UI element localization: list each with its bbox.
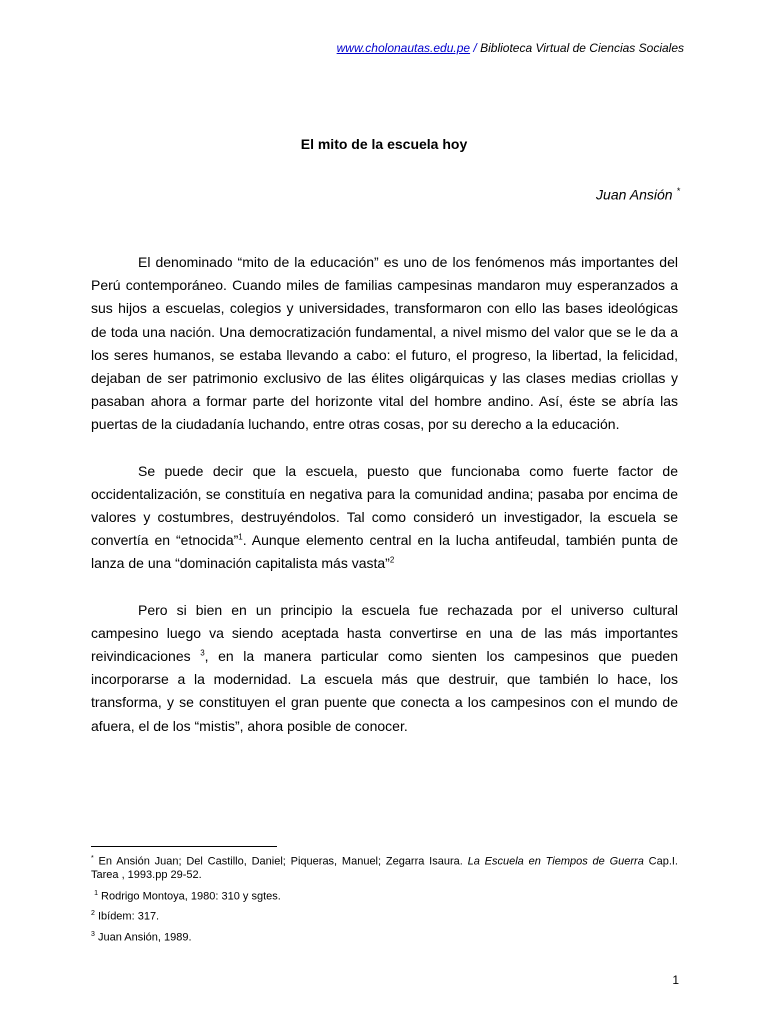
footnote bbox=[91, 852, 678, 882]
header-separator: / bbox=[473, 41, 477, 55]
footnote-separator bbox=[91, 846, 277, 847]
site-link[interactable]: www.cholonautas.edu.pe bbox=[336, 41, 471, 55]
footnote-text: Ibídem: 317. bbox=[94, 910, 160, 923]
document-title: El mito de la escuela hoy bbox=[300, 136, 468, 152]
body-text bbox=[91, 251, 678, 761]
paragraph-text: El denominado “mito de la educación” es uno de los fenómenos más importantes del Perú contemporáneo. Cuando miles de familias campesinas mandaron muy esperanzados a sus hijos a escuelas, colegios y universidades, transformaron con ello las bases ideológicas de toda una nación. Una democratización fundamental, a nivel mismo del valor que se le da a los seres humanos, se estaba llevando a cabo: el futuro, el progreso, la libertad, la felicidad, dejaban de ser patrimonio exclusivo de las élites oligárquicas y las clases medias criollas y pasaban ahora a formar parte del horizonte vital del hombre andino. Así, éste se abría las puertas de la ciudadanía luchando, entre otras cosas, por su derecho a la educación. bbox=[91, 254, 678, 433]
author-footnote-mark: * bbox=[676, 186, 680, 196]
paragraph bbox=[91, 599, 678, 738]
paragraph-text: , en la manera particular como sienten los campesinos que pueden incorporarse a la modernidad. La escuela más que destruir, que también lo hace, los transforma, y se constituyen el gran puente que conecta a los campesinos con el mundo de afuera, el de los “mistis”, ahora posible de conocer. bbox=[91, 648, 679, 734]
paragraph-text: Se puede decir que la escuela, puesto que funcionaba como fuerte factor de occidentalización, se constituía en negativa para la comunidad andina; pasaba por encima de valores y costumbres, destruyéndolos. Tal como consideró un investigador, la escuela se convertía en “etnocida” bbox=[91, 462, 678, 549]
footnote-ref: 2 bbox=[389, 555, 395, 565]
footnote-text: Rodrigo Montoya, 1980: 310 y sgtes. bbox=[97, 890, 281, 903]
footnote-mark: 3 bbox=[91, 930, 95, 938]
library-name: Biblioteca Virtual de Ciencias Sociales bbox=[480, 41, 684, 55]
footnote-text: En Ansión Juan; Del Castillo, Daniel; Piqueras, Manuel; Zegarra Isaura. bbox=[93, 855, 468, 868]
paragraph bbox=[91, 460, 678, 576]
author-line bbox=[596, 186, 680, 203]
paragraph bbox=[91, 251, 678, 437]
footnote-mark: * bbox=[91, 855, 94, 862]
footnote-book-title: La Escuela en Tiempos de Guerra bbox=[467, 855, 644, 868]
footnote-ref: 1 bbox=[238, 532, 243, 542]
footnote bbox=[91, 928, 678, 945]
footnote-mark: 1 bbox=[94, 889, 98, 897]
footnote bbox=[91, 887, 678, 904]
footnote-mark: 2 bbox=[91, 910, 95, 918]
footnote-text: Cap.I. Tarea , 1993.pp 29-52. bbox=[91, 855, 678, 881]
paragraph-text: . Aunque elemento central en la lucha antifeudal, también punta de lanza de una “dominación capitalista más vasta” bbox=[91, 532, 678, 572]
footnote bbox=[91, 907, 678, 924]
author-name: Juan Ansión bbox=[596, 186, 673, 203]
footnote-text: Juan Ansión, 1989. bbox=[94, 931, 192, 944]
footnotes bbox=[91, 852, 678, 949]
footnote-ref: 3 bbox=[200, 648, 205, 658]
page-number: 1 bbox=[672, 973, 679, 987]
paragraph-text: Pero si bien en un principio la escuela fue rechazada por el universo cultural campesino luego va siendo aceptada hasta convertirse en una de las más importantes reivindicaciones bbox=[91, 601, 678, 665]
page-header bbox=[337, 41, 684, 55]
